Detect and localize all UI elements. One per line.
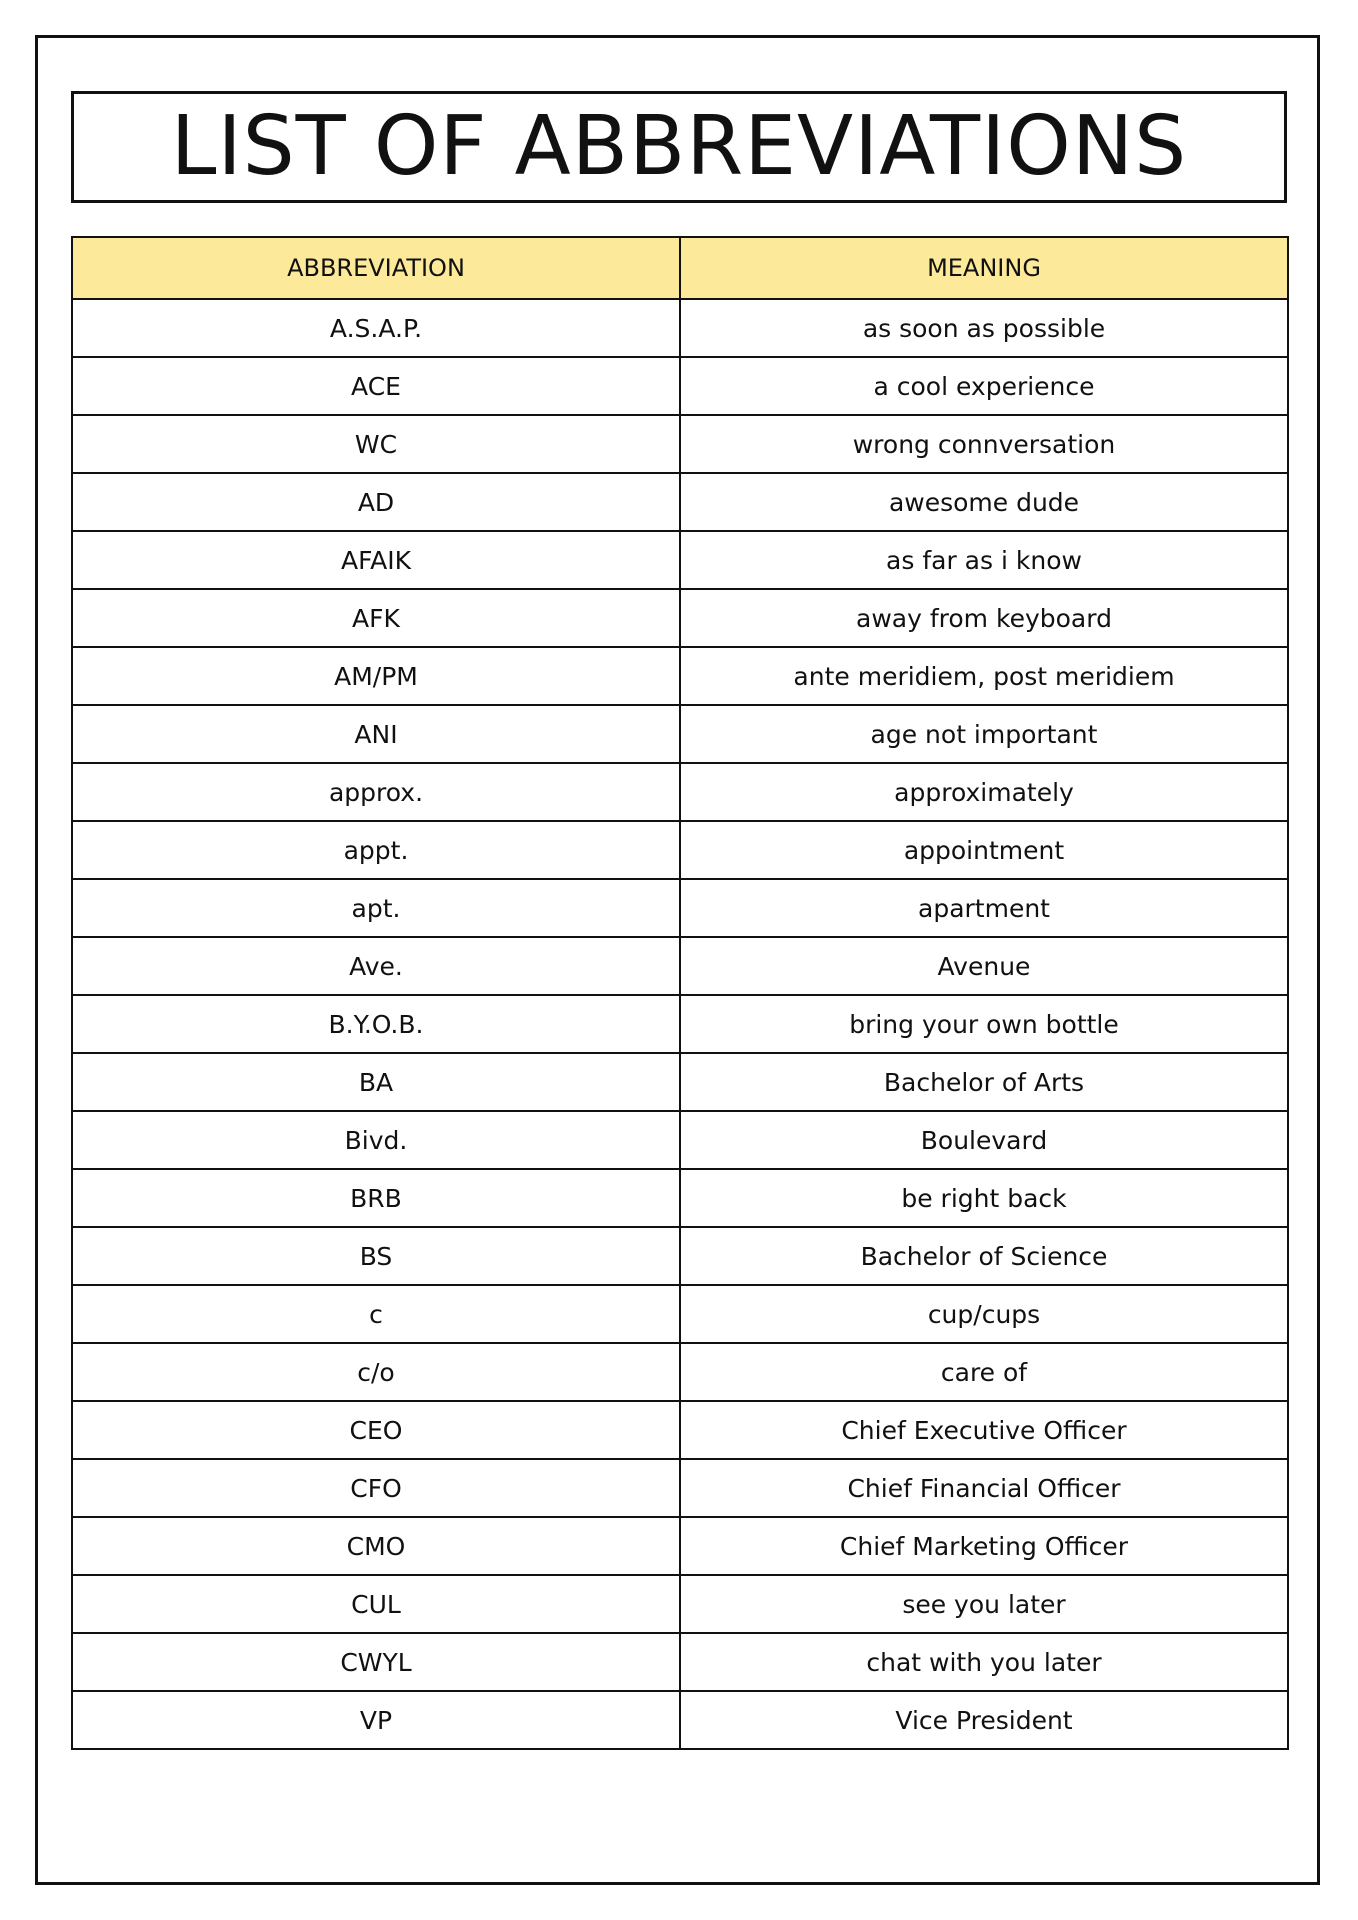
abbreviation-cell: appt.	[72, 821, 680, 879]
abbreviation-cell: BA	[72, 1053, 680, 1111]
table-row	[72, 357, 1288, 415]
table-row	[72, 1285, 1288, 1343]
table-row	[72, 1517, 1288, 1575]
table-row	[72, 1633, 1288, 1691]
table-header	[72, 237, 1288, 299]
abbreviations-table	[71, 236, 1289, 1750]
header-abbreviation: ABBREVIATION	[72, 237, 680, 299]
meaning-cell: be right back	[680, 1169, 1288, 1227]
abbreviation-cell: CEO	[72, 1401, 680, 1459]
abbreviation-cell: Bivd.	[72, 1111, 680, 1169]
abbreviation-cell: WC	[72, 415, 680, 473]
table-row	[72, 1227, 1288, 1285]
meaning-cell: Avenue	[680, 937, 1288, 995]
table-row	[72, 1575, 1288, 1633]
table-row	[72, 1459, 1288, 1517]
table-row	[72, 763, 1288, 821]
table-row	[72, 879, 1288, 937]
abbreviation-cell: AFAIK	[72, 531, 680, 589]
meaning-cell: cup/cups	[680, 1285, 1288, 1343]
meaning-cell: bring your own bottle	[680, 995, 1288, 1053]
abbreviation-cell: approx.	[72, 763, 680, 821]
meaning-cell: away from keyboard	[680, 589, 1288, 647]
abbreviation-cell: c	[72, 1285, 680, 1343]
meaning-cell: Chief Financial Officer	[680, 1459, 1288, 1517]
abbreviation-cell: ACE	[72, 357, 680, 415]
meaning-cell: awesome dude	[680, 473, 1288, 531]
table-row	[72, 415, 1288, 473]
meaning-cell: Chief Executive Officer	[680, 1401, 1288, 1459]
table-row	[72, 1691, 1288, 1749]
abbreviation-cell: VP	[72, 1691, 680, 1749]
meaning-cell: Bachelor of Arts	[680, 1053, 1288, 1111]
meaning-cell: apartment	[680, 879, 1288, 937]
abbreviation-cell: c/o	[72, 1343, 680, 1401]
meaning-cell: wrong connversation	[680, 415, 1288, 473]
meaning-cell: Vice President	[680, 1691, 1288, 1749]
abbreviation-cell: Ave.	[72, 937, 680, 995]
table-row	[72, 647, 1288, 705]
table-row	[72, 1343, 1288, 1401]
abbreviation-cell: CUL	[72, 1575, 680, 1633]
abbreviation-cell: A.S.A.P.	[72, 299, 680, 357]
table-row	[72, 995, 1288, 1053]
meaning-cell: Boulevard	[680, 1111, 1288, 1169]
table-row	[72, 1111, 1288, 1169]
meaning-cell: as far as i know	[680, 531, 1288, 589]
abbreviation-cell: CFO	[72, 1459, 680, 1517]
meaning-cell: age not important	[680, 705, 1288, 763]
header-row	[72, 237, 1288, 299]
abbreviation-cell: CWYL	[72, 1633, 680, 1691]
meaning-cell: ante meridiem, post meridiem	[680, 647, 1288, 705]
table-row	[72, 1401, 1288, 1459]
table-row	[72, 937, 1288, 995]
table-row	[72, 821, 1288, 879]
abbreviation-cell: AM/PM	[72, 647, 680, 705]
meaning-cell: chat with you later	[680, 1633, 1288, 1691]
abbreviation-cell: CMO	[72, 1517, 680, 1575]
meaning-cell: approximately	[680, 763, 1288, 821]
meaning-cell: Bachelor of Science	[680, 1227, 1288, 1285]
abbreviation-cell: AD	[72, 473, 680, 531]
meaning-cell: care of	[680, 1343, 1288, 1401]
abbreviation-cell: BRB	[72, 1169, 680, 1227]
meaning-cell: see you later	[680, 1575, 1288, 1633]
table-row	[72, 705, 1288, 763]
table-row	[72, 1169, 1288, 1227]
table-row	[72, 531, 1288, 589]
meaning-cell: a cool experience	[680, 357, 1288, 415]
abbreviation-cell: ANI	[72, 705, 680, 763]
abbreviation-cell: BS	[72, 1227, 680, 1285]
abbreviation-cell: AFK	[72, 589, 680, 647]
meaning-cell: as soon as possible	[680, 299, 1288, 357]
abbreviation-cell: apt.	[72, 879, 680, 937]
table-row	[72, 299, 1288, 357]
abbreviation-cell: B.Y.O.B.	[72, 995, 680, 1053]
header-meaning: MEANING	[680, 237, 1288, 299]
table-row	[72, 589, 1288, 647]
table-body	[72, 299, 1288, 1749]
table-row	[72, 473, 1288, 531]
title-box	[71, 91, 1287, 203]
meaning-cell: appointment	[680, 821, 1288, 879]
page-title: LIST OF ABBREVIATIONS	[170, 99, 1188, 194]
meaning-cell: Chief Marketing Officer	[680, 1517, 1288, 1575]
table-row	[72, 1053, 1288, 1111]
